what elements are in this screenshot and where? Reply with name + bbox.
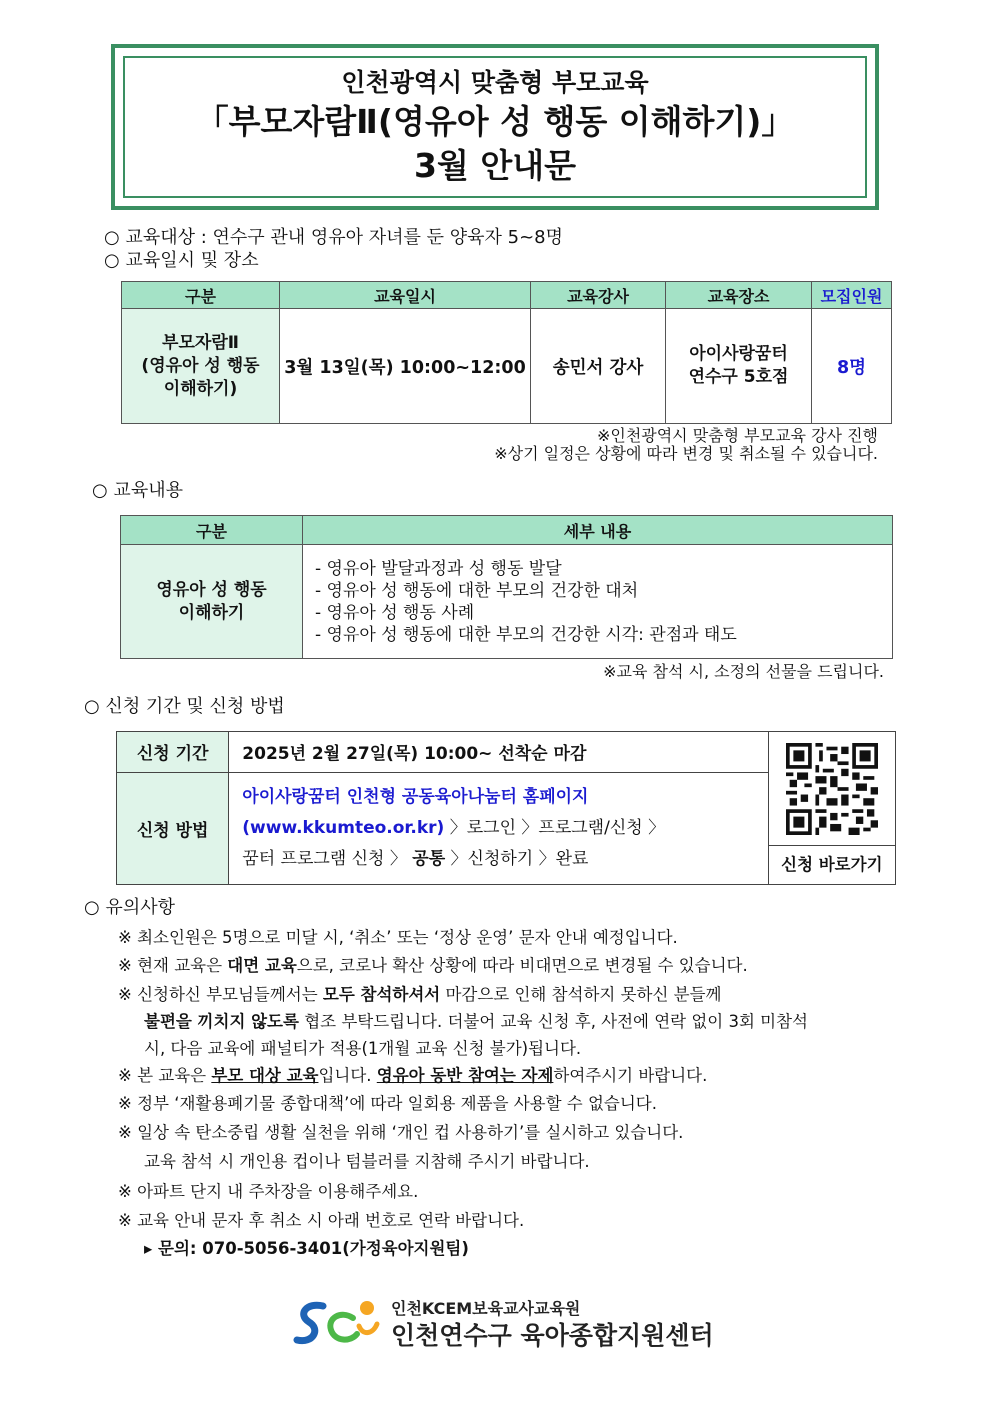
schedule-category-cell (122, 309, 280, 424)
content-category-line-1: 영유아 성 행동 (156, 579, 267, 600)
schedule-header-instructor: 교육강사 (531, 282, 666, 309)
apply-method-label: 신청 방법 (117, 772, 229, 884)
note-3-bold-2: 불편을 끼치지 않도록 (144, 1012, 299, 1031)
content-detail-cell (303, 545, 893, 659)
schedule-note-1: ※인천광역시 맞춤형 부모교육 강사 진행 (596, 426, 878, 445)
note-item-5: ※ 정부 ‘재활용폐기물 종합대책’에 따라 일회용 제품을 사용할 수 없습니다. (118, 1094, 657, 1113)
content-item: - 영유아 성 행동 사례 (315, 602, 475, 623)
apply-method-cell (229, 772, 768, 884)
note-3-bold: 모두 참석하셔서 (322, 985, 441, 1004)
schedule-place-cell (666, 309, 812, 424)
content-table (120, 515, 893, 659)
footer-logo (293, 1296, 713, 1352)
category-line-2: (영유아 성 행동 (141, 355, 260, 376)
note-item-8: ※ 교육 안내 문자 후 취소 시 아래 번호로 연락 바랍니다. (118, 1211, 525, 1230)
note-3-text-e: 협조 부탁드립니다. 더불어 교육 신청 후, 사전에 연락 없이 3회 미참석 (298, 1012, 808, 1031)
schedule-capacity: 8명 (812, 309, 892, 424)
content-heading: ○ 교육내용 (92, 480, 183, 501)
note-3-text-c: 마감으로 인해 참석하지 못하신 분들께 (440, 985, 722, 1004)
apply-steps-2a: 꿈터 프로그램 신청 〉 (242, 848, 407, 869)
note-item-6: ※ 일상 속 탄소중립 생활 실천을 위해 ‘개인 컵 사용하기’를 실시하고 있습니다. (118, 1123, 684, 1142)
note-4-underline-1: 부모 대상 교육 (211, 1066, 319, 1085)
note-4-text-e: 하여주시기 바랍니다. (553, 1066, 708, 1085)
apply-steps-2c: 〉신청하기 〉완료 (445, 848, 589, 869)
content-category-line-2: 이해하기 (178, 602, 245, 623)
schedule-header-place: 교육장소 (666, 282, 812, 309)
schedule-heading: ○ 교육일시 및 장소 (104, 250, 259, 271)
notes-heading: ○ 유의사항 (84, 897, 175, 918)
title-line-3: 3월 안내문 (414, 146, 576, 185)
note-item-3-cont-2: 시, 다음 교육에 패널티가 적용(1개월 교육 신청 불가)됩니다. (144, 1039, 582, 1058)
target-line: ○ 교육대상 : 연수구 관내 영유아 자녀를 둔 양육자 5~8명 (104, 227, 564, 248)
apply-heading: ○ 신청 기간 및 신청 방법 (84, 696, 285, 717)
place-line-1: 아이사랑꿈터 (689, 344, 788, 364)
note-item-3 (118, 984, 721, 1006)
place-line-2: 연수구 5호점 (688, 367, 789, 387)
category-line-3: 이해하기) (163, 378, 238, 399)
note-item-1: ※ 최소인원은 5명으로 미달 시, ‘취소’ 또는 ‘정상 운영’ 문자 안내 예정입니다. (118, 928, 678, 947)
apply-table (116, 731, 896, 885)
schedule-instructor: 송민서 강사 (531, 309, 666, 424)
note-item-4 (118, 1065, 707, 1087)
category-line-1: 부모자람Ⅱ (162, 332, 239, 353)
homepage-url-link[interactable]: (www.kkumteo.or.kr) (242, 817, 445, 838)
apply-period-value: 2025년 2월 27일(목) 10:00~ 선착순 마감 (229, 732, 768, 773)
schedule-header-datetime: 교육일시 (280, 282, 531, 309)
schedule-table (121, 281, 892, 424)
title-line-1: 인천광역시 맞춤형 부모교육 (341, 68, 649, 97)
center-logo-icon (293, 1296, 385, 1352)
content-item: - 영유아 발달과정과 성 행동 발달 (315, 558, 562, 579)
note-4-text-a: ※ 본 교육은 (118, 1066, 212, 1085)
note-2-bold: 대면 교육 (227, 956, 297, 975)
note-item-6-cont: 교육 참석 시 개인용 컵이나 텀블러를 지참해 주시기 바랍니다. (144, 1152, 590, 1171)
schedule-header-category: 구분 (122, 282, 280, 309)
schedule-datetime: 3월 13일(목) 10:00~12:00 (280, 309, 531, 424)
content-item: - 영유아 성 행동에 대한 부모의 건강한 시각: 관점과 태도 (315, 624, 737, 645)
content-header-detail: 세부 내용 (303, 516, 893, 545)
homepage-link-text[interactable]: 아이사랑꿈터 인천형 공동육아나눔터 홈페이지 (242, 786, 589, 807)
qr-cell (768, 732, 895, 885)
note-4-text-c: 입니다. (318, 1066, 377, 1085)
apply-steps-1: 〉로그인 〉프로그램/신청 〉 (444, 817, 666, 838)
note-item-7: ※ 아파트 단지 내 주차장을 이용해주세요. (118, 1182, 419, 1201)
content-item: - 영유아 성 행동에 대한 부모의 건강한 대처 (315, 580, 639, 601)
note-3-text-a: ※ 신청하신 부모님들께서는 (118, 985, 323, 1004)
content-header-category: 구분 (121, 516, 303, 545)
note-4-underline-2: 영유아 동반 참여는 자제 (376, 1066, 554, 1085)
title-box (111, 44, 879, 210)
note-item-3-cont-1 (144, 1011, 808, 1033)
footer-org-large: 인천연수구 육아종합지원센터 (391, 1321, 714, 1350)
note-item-2 (118, 955, 748, 977)
qr-code-wrap[interactable] (769, 732, 895, 846)
note-2-text-a: ※ 현재 교육은 (118, 956, 228, 975)
schedule-header-capacity: 모집인원 (812, 282, 892, 309)
footer-org-small: 인천KCEM보육교사교육원 (391, 1299, 581, 1318)
qr-code-icon[interactable] (780, 743, 884, 835)
content-category-cell (121, 545, 303, 659)
title-line-2: 「부모자람Ⅱ(영유아 성 행동 이해하기)」 (195, 102, 795, 141)
contact-line: ▸ 문의: 070-5056-3401(가정육아지원팀) (144, 1239, 469, 1258)
qr-shortcut-label: 신청 바로가기 (781, 855, 883, 874)
content-note: ※교육 참석 시, 소정의 선물을 드립니다. (603, 662, 884, 681)
apply-period-label: 신청 기간 (117, 732, 229, 773)
title-inner-frame (123, 56, 867, 198)
schedule-note-2: ※상기 일정은 상황에 따라 변경 및 취소될 수 있습니다. (494, 444, 878, 463)
apply-steps-common: 공통 (412, 848, 446, 869)
note-2-text-c: 으로, 코로나 확산 상황에 따라 비대면으로 변경될 수 있습니다. (296, 956, 748, 975)
